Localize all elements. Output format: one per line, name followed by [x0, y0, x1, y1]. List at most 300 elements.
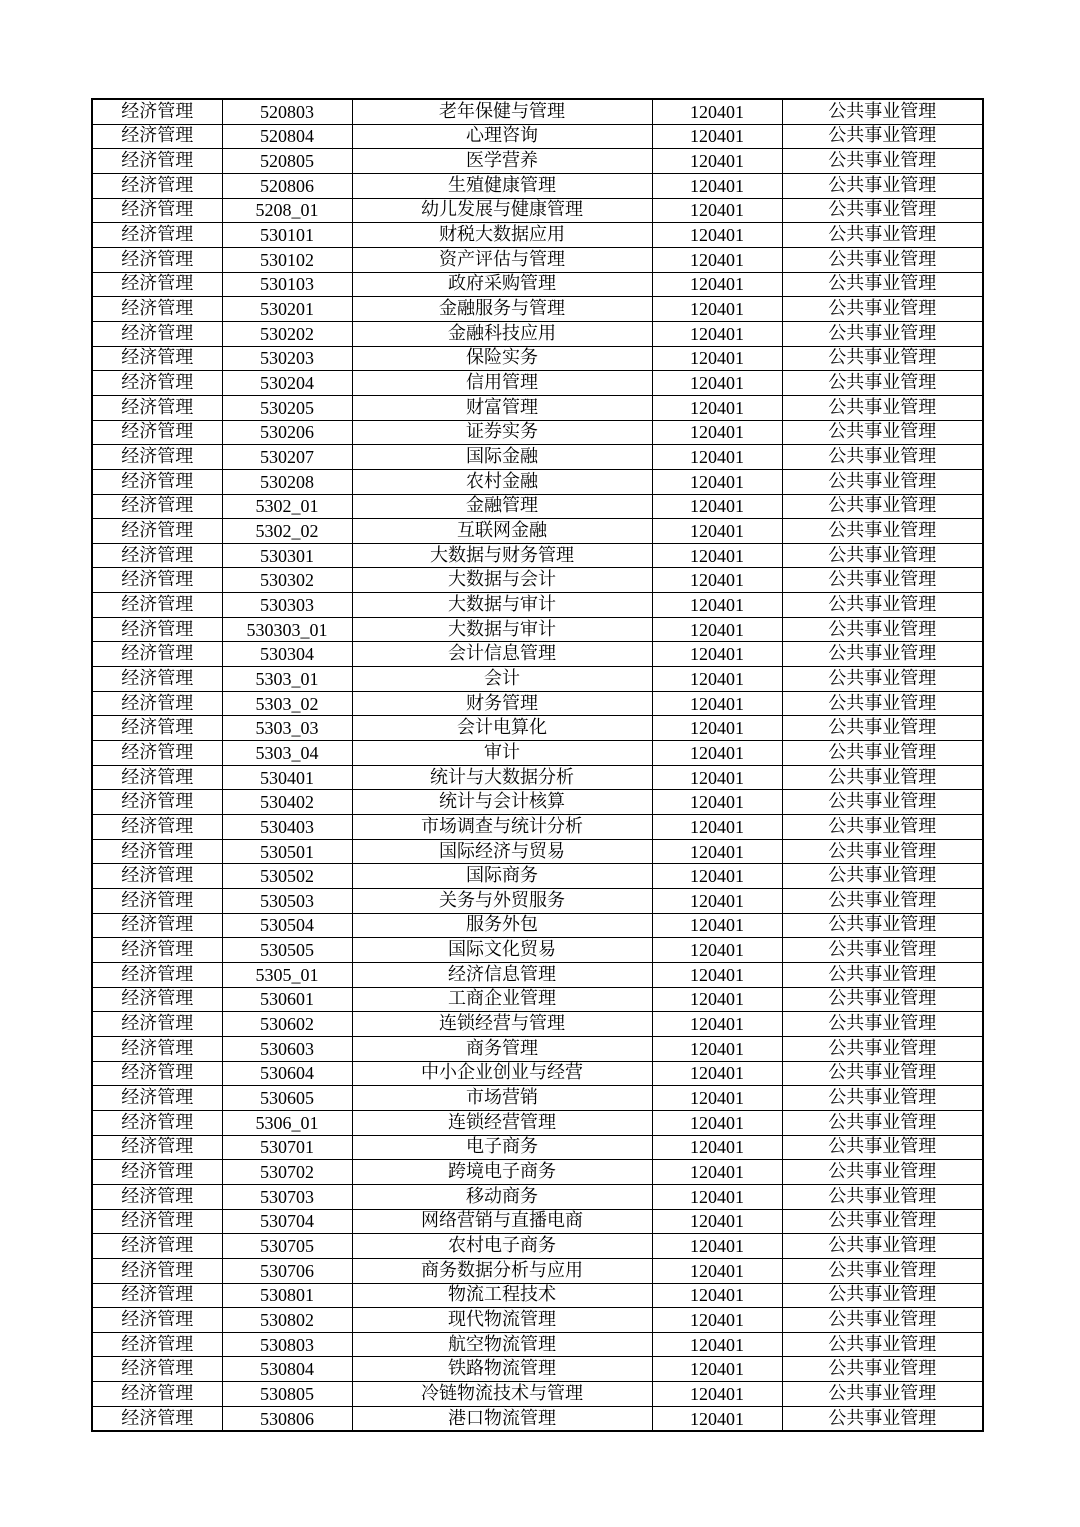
target-major-cell: 公共事业管理 — [782, 691, 983, 716]
source-code-cell: 530205 — [222, 395, 352, 420]
table-row — [92, 519, 983, 544]
source-code-cell: 530604 — [222, 1061, 352, 1086]
major-name-cell: 市场调查与统计分析 — [352, 815, 652, 840]
target-code-cell: 120401 — [652, 543, 782, 568]
target-code-cell: 120401 — [652, 1135, 782, 1160]
table-row — [92, 987, 983, 1012]
target-code-cell: 120401 — [652, 1209, 782, 1234]
major-name-cell: 商务数据分析与应用 — [352, 1258, 652, 1283]
source-code-cell: 530502 — [222, 864, 352, 889]
table-row — [92, 371, 983, 396]
target-code-cell: 120401 — [652, 1406, 782, 1431]
source-code-cell: 5303_04 — [222, 741, 352, 766]
source-code-cell: 530701 — [222, 1135, 352, 1160]
target-major-cell: 公共事业管理 — [782, 247, 983, 272]
target-code-cell: 120401 — [652, 519, 782, 544]
target-major-cell: 公共事业管理 — [782, 543, 983, 568]
target-code-cell: 120401 — [652, 642, 782, 667]
category-cell: 经济管理 — [92, 864, 222, 889]
table-row — [92, 543, 983, 568]
source-code-cell: 530303_01 — [222, 617, 352, 642]
major-name-cell: 金融管理 — [352, 494, 652, 519]
major-name-cell: 农村金融 — [352, 469, 652, 494]
target-code-cell: 120401 — [652, 198, 782, 223]
target-major-cell: 公共事业管理 — [782, 962, 983, 987]
table-row — [92, 1283, 983, 1308]
category-cell: 经济管理 — [92, 420, 222, 445]
major-name-cell: 铁路物流管理 — [352, 1357, 652, 1382]
table-row — [92, 198, 983, 223]
table-row — [92, 741, 983, 766]
target-major-cell: 公共事业管理 — [782, 1036, 983, 1061]
target-major-cell: 公共事业管理 — [782, 297, 983, 322]
major-name-cell: 移动商务 — [352, 1184, 652, 1209]
major-name-cell: 电子商务 — [352, 1135, 652, 1160]
target-code-cell: 120401 — [652, 395, 782, 420]
source-code-cell: 530503 — [222, 889, 352, 914]
target-code-cell: 120401 — [652, 420, 782, 445]
major-name-cell: 老年保健与管理 — [352, 99, 652, 124]
major-name-cell: 金融科技应用 — [352, 321, 652, 346]
table-row — [92, 667, 983, 692]
source-code-cell: 530801 — [222, 1283, 352, 1308]
category-cell: 经济管理 — [92, 494, 222, 519]
table-row — [92, 593, 983, 618]
target-major-cell: 公共事业管理 — [782, 889, 983, 914]
target-code-cell: 120401 — [652, 962, 782, 987]
table-row — [92, 1061, 983, 1086]
category-cell: 经济管理 — [92, 716, 222, 741]
target-code-cell: 120401 — [652, 790, 782, 815]
target-code-cell: 120401 — [652, 223, 782, 248]
target-code-cell: 120401 — [652, 1036, 782, 1061]
target-major-cell: 公共事业管理 — [782, 469, 983, 494]
target-code-cell: 120401 — [652, 445, 782, 470]
major-name-cell: 跨境电子商务 — [352, 1160, 652, 1185]
major-name-cell: 资产评估与管理 — [352, 247, 652, 272]
table-row — [92, 297, 983, 322]
target-code-cell: 120401 — [652, 987, 782, 1012]
source-code-cell: 520804 — [222, 124, 352, 149]
category-cell: 经济管理 — [92, 938, 222, 963]
table-row — [92, 1382, 983, 1407]
table-row — [92, 395, 983, 420]
table-row — [92, 149, 983, 174]
target-code-cell: 120401 — [652, 1283, 782, 1308]
major-name-cell: 证券实务 — [352, 420, 652, 445]
target-major-cell: 公共事业管理 — [782, 815, 983, 840]
source-code-cell: 530207 — [222, 445, 352, 470]
target-major-cell: 公共事业管理 — [782, 420, 983, 445]
target-major-cell: 公共事业管理 — [782, 741, 983, 766]
document-page — [91, 98, 982, 1432]
source-code-cell: 530602 — [222, 1012, 352, 1037]
source-code-cell: 530501 — [222, 839, 352, 864]
source-code-cell: 530302 — [222, 568, 352, 593]
target-major-cell: 公共事业管理 — [782, 346, 983, 371]
target-major-cell: 公共事业管理 — [782, 938, 983, 963]
category-cell: 经济管理 — [92, 247, 222, 272]
source-code-cell: 5303_01 — [222, 667, 352, 692]
target-major-cell: 公共事业管理 — [782, 519, 983, 544]
target-major-cell: 公共事业管理 — [782, 1160, 983, 1185]
table-row — [92, 1160, 983, 1185]
table-row — [92, 445, 983, 470]
table-row — [92, 1012, 983, 1037]
table-row — [92, 765, 983, 790]
table-row — [92, 1234, 983, 1259]
target-code-cell: 120401 — [652, 297, 782, 322]
table-row — [92, 642, 983, 667]
source-code-cell: 520805 — [222, 149, 352, 174]
category-cell: 经济管理 — [92, 1012, 222, 1037]
category-cell: 经济管理 — [92, 1135, 222, 1160]
category-cell: 经济管理 — [92, 1382, 222, 1407]
table-row — [92, 1036, 983, 1061]
major-name-cell: 大数据与审计 — [352, 617, 652, 642]
target-code-cell: 120401 — [652, 346, 782, 371]
source-code-cell: 530805 — [222, 1382, 352, 1407]
target-code-cell: 120401 — [652, 1258, 782, 1283]
category-cell: 经济管理 — [92, 962, 222, 987]
major-name-cell: 连锁经营管理 — [352, 1110, 652, 1135]
table-row — [92, 889, 983, 914]
source-code-cell: 530803 — [222, 1332, 352, 1357]
table-row — [92, 1308, 983, 1333]
table-row — [92, 938, 983, 963]
major-name-cell: 网络营销与直播电商 — [352, 1209, 652, 1234]
major-name-cell: 政府采购管理 — [352, 272, 652, 297]
target-major-cell: 公共事业管理 — [782, 667, 983, 692]
target-major-cell: 公共事业管理 — [782, 617, 983, 642]
target-major-cell: 公共事业管理 — [782, 173, 983, 198]
category-cell: 经济管理 — [92, 272, 222, 297]
target-major-cell: 公共事业管理 — [782, 568, 983, 593]
category-cell: 经济管理 — [92, 691, 222, 716]
major-name-cell: 冷链物流技术与管理 — [352, 1382, 652, 1407]
category-cell: 经济管理 — [92, 1086, 222, 1111]
category-cell: 经济管理 — [92, 815, 222, 840]
source-code-cell: 530605 — [222, 1086, 352, 1111]
category-cell: 经济管理 — [92, 297, 222, 322]
table-row — [92, 173, 983, 198]
source-code-cell: 530704 — [222, 1209, 352, 1234]
target-major-cell: 公共事业管理 — [782, 1135, 983, 1160]
target-major-cell: 公共事业管理 — [782, 124, 983, 149]
source-code-cell: 530202 — [222, 321, 352, 346]
source-code-cell: 530303 — [222, 593, 352, 618]
major-name-cell: 医学营养 — [352, 149, 652, 174]
source-code-cell: 5303_02 — [222, 691, 352, 716]
target-major-cell: 公共事业管理 — [782, 1308, 983, 1333]
source-code-cell: 530401 — [222, 765, 352, 790]
category-cell: 经济管理 — [92, 1061, 222, 1086]
target-code-cell: 120401 — [652, 1061, 782, 1086]
target-code-cell: 120401 — [652, 691, 782, 716]
target-major-cell: 公共事业管理 — [782, 1061, 983, 1086]
target-code-cell: 120401 — [652, 667, 782, 692]
target-code-cell: 120401 — [652, 469, 782, 494]
table-row — [92, 247, 983, 272]
target-major-cell: 公共事业管理 — [782, 765, 983, 790]
category-cell: 经济管理 — [92, 617, 222, 642]
major-name-cell: 国际文化贸易 — [352, 938, 652, 963]
target-major-cell: 公共事业管理 — [782, 223, 983, 248]
target-major-cell: 公共事业管理 — [782, 395, 983, 420]
table-row — [92, 346, 983, 371]
major-name-cell: 财税大数据应用 — [352, 223, 652, 248]
major-name-cell: 农村电子商务 — [352, 1234, 652, 1259]
category-cell: 经济管理 — [92, 1332, 222, 1357]
target-code-cell: 120401 — [652, 247, 782, 272]
major-name-cell: 保险实务 — [352, 346, 652, 371]
table-row — [92, 124, 983, 149]
target-major-cell: 公共事业管理 — [782, 593, 983, 618]
target-code-cell: 120401 — [652, 1160, 782, 1185]
target-code-cell: 120401 — [652, 1110, 782, 1135]
source-code-cell: 520806 — [222, 173, 352, 198]
target-major-cell: 公共事业管理 — [782, 445, 983, 470]
target-code-cell: 120401 — [652, 716, 782, 741]
major-name-cell: 财富管理 — [352, 395, 652, 420]
table-row — [92, 321, 983, 346]
category-cell: 经济管理 — [92, 568, 222, 593]
source-code-cell: 5305_01 — [222, 962, 352, 987]
source-code-cell: 530505 — [222, 938, 352, 963]
target-major-cell: 公共事业管理 — [782, 494, 983, 519]
category-cell: 经济管理 — [92, 543, 222, 568]
target-major-cell: 公共事业管理 — [782, 1406, 983, 1431]
major-name-cell: 金融服务与管理 — [352, 297, 652, 322]
target-major-cell: 公共事业管理 — [782, 99, 983, 124]
category-cell: 经济管理 — [92, 1036, 222, 1061]
target-code-cell: 120401 — [652, 321, 782, 346]
source-code-cell: 530806 — [222, 1406, 352, 1431]
target-code-cell: 120401 — [652, 99, 782, 124]
category-cell: 经济管理 — [92, 1234, 222, 1259]
target-code-cell: 120401 — [652, 839, 782, 864]
target-major-cell: 公共事业管理 — [782, 1110, 983, 1135]
target-code-cell: 120401 — [652, 815, 782, 840]
category-cell: 经济管理 — [92, 346, 222, 371]
category-cell: 经济管理 — [92, 1160, 222, 1185]
target-major-cell: 公共事业管理 — [782, 198, 983, 223]
target-major-cell: 公共事业管理 — [782, 1012, 983, 1037]
source-code-cell: 530204 — [222, 371, 352, 396]
target-code-cell: 120401 — [652, 272, 782, 297]
target-major-cell: 公共事业管理 — [782, 1258, 983, 1283]
target-code-cell: 120401 — [652, 1012, 782, 1037]
category-cell: 经济管理 — [92, 149, 222, 174]
source-code-cell: 530703 — [222, 1184, 352, 1209]
target-major-cell: 公共事业管理 — [782, 716, 983, 741]
major-name-cell: 现代物流管理 — [352, 1308, 652, 1333]
target-major-cell: 公共事业管理 — [782, 987, 983, 1012]
target-code-cell: 120401 — [652, 149, 782, 174]
source-code-cell: 530601 — [222, 987, 352, 1012]
source-code-cell: 530208 — [222, 469, 352, 494]
target-code-cell: 120401 — [652, 494, 782, 519]
major-name-cell: 统计与大数据分析 — [352, 765, 652, 790]
major-name-cell: 统计与会计核算 — [352, 790, 652, 815]
table-row — [92, 1406, 983, 1431]
table-row — [92, 617, 983, 642]
major-name-cell: 服务外包 — [352, 913, 652, 938]
category-cell: 经济管理 — [92, 469, 222, 494]
target-major-cell: 公共事业管理 — [782, 321, 983, 346]
table-row — [92, 864, 983, 889]
major-name-cell: 信用管理 — [352, 371, 652, 396]
table-row — [92, 1086, 983, 1111]
table-row — [92, 1209, 983, 1234]
major-name-cell: 商务管理 — [352, 1036, 652, 1061]
target-code-cell: 120401 — [652, 889, 782, 914]
source-code-cell: 530201 — [222, 297, 352, 322]
table-row — [92, 272, 983, 297]
source-code-cell: 530403 — [222, 815, 352, 840]
target-major-cell: 公共事业管理 — [782, 1357, 983, 1382]
target-code-cell: 120401 — [652, 741, 782, 766]
source-code-cell: 530206 — [222, 420, 352, 445]
table-row — [92, 913, 983, 938]
source-code-cell: 530802 — [222, 1308, 352, 1333]
target-major-cell: 公共事业管理 — [782, 272, 983, 297]
major-name-cell: 国际经济与贸易 — [352, 839, 652, 864]
source-code-cell: 5208_01 — [222, 198, 352, 223]
source-code-cell: 5302_01 — [222, 494, 352, 519]
category-cell: 经济管理 — [92, 1406, 222, 1431]
source-code-cell: 530301 — [222, 543, 352, 568]
table-row — [92, 469, 983, 494]
category-cell: 经济管理 — [92, 987, 222, 1012]
source-code-cell: 530804 — [222, 1357, 352, 1382]
category-cell: 经济管理 — [92, 1209, 222, 1234]
table-row — [92, 568, 983, 593]
major-name-cell: 经济信息管理 — [352, 962, 652, 987]
target-major-cell: 公共事业管理 — [782, 1283, 983, 1308]
major-name-cell: 心理咨询 — [352, 124, 652, 149]
major-name-cell: 审计 — [352, 741, 652, 766]
major-name-cell: 工商企业管理 — [352, 987, 652, 1012]
source-code-cell: 530402 — [222, 790, 352, 815]
table-row — [92, 691, 983, 716]
category-cell: 经济管理 — [92, 1184, 222, 1209]
table-row — [92, 223, 983, 248]
major-name-cell: 港口物流管理 — [352, 1406, 652, 1431]
major-name-cell: 市场营销 — [352, 1086, 652, 1111]
category-cell: 经济管理 — [92, 445, 222, 470]
major-name-cell: 财务管理 — [352, 691, 652, 716]
category-cell: 经济管理 — [92, 1110, 222, 1135]
source-code-cell: 530203 — [222, 346, 352, 371]
major-name-cell: 会计 — [352, 667, 652, 692]
table-row — [92, 1258, 983, 1283]
category-cell: 经济管理 — [92, 519, 222, 544]
target-code-cell: 120401 — [652, 568, 782, 593]
target-code-cell: 120401 — [652, 1332, 782, 1357]
category-cell: 经济管理 — [92, 321, 222, 346]
category-cell: 经济管理 — [92, 667, 222, 692]
category-cell: 经济管理 — [92, 790, 222, 815]
table-row — [92, 839, 983, 864]
target-major-cell: 公共事业管理 — [782, 839, 983, 864]
category-cell: 经济管理 — [92, 371, 222, 396]
table-row — [92, 790, 983, 815]
category-cell: 经济管理 — [92, 124, 222, 149]
major-name-cell: 大数据与会计 — [352, 568, 652, 593]
category-cell: 经济管理 — [92, 642, 222, 667]
table-row — [92, 420, 983, 445]
category-cell: 经济管理 — [92, 173, 222, 198]
target-major-cell: 公共事业管理 — [782, 1382, 983, 1407]
category-cell: 经济管理 — [92, 741, 222, 766]
target-major-cell: 公共事业管理 — [782, 1234, 983, 1259]
major-name-cell: 连锁经营与管理 — [352, 1012, 652, 1037]
target-code-cell: 120401 — [652, 864, 782, 889]
major-name-cell: 航空物流管理 — [352, 1332, 652, 1357]
table-row — [92, 716, 983, 741]
source-code-cell: 530504 — [222, 913, 352, 938]
major-name-cell: 物流工程技术 — [352, 1283, 652, 1308]
target-code-cell: 120401 — [652, 1382, 782, 1407]
majors-table-body — [92, 99, 983, 1431]
target-code-cell: 120401 — [652, 765, 782, 790]
category-cell: 经济管理 — [92, 889, 222, 914]
major-name-cell: 大数据与财务管理 — [352, 543, 652, 568]
target-code-cell: 120401 — [652, 1086, 782, 1111]
table-row — [92, 1184, 983, 1209]
target-major-cell: 公共事业管理 — [782, 790, 983, 815]
major-name-cell: 国际商务 — [352, 864, 652, 889]
category-cell: 经济管理 — [92, 1308, 222, 1333]
category-cell: 经济管理 — [92, 198, 222, 223]
source-code-cell: 530304 — [222, 642, 352, 667]
table-row — [92, 1110, 983, 1135]
source-code-cell: 530101 — [222, 223, 352, 248]
table-row — [92, 1135, 983, 1160]
target-code-cell: 120401 — [652, 617, 782, 642]
table-row — [92, 494, 983, 519]
major-name-cell: 国际金融 — [352, 445, 652, 470]
source-code-cell: 530103 — [222, 272, 352, 297]
target-major-cell: 公共事业管理 — [782, 864, 983, 889]
target-major-cell: 公共事业管理 — [782, 642, 983, 667]
target-major-cell: 公共事业管理 — [782, 913, 983, 938]
table-row — [92, 815, 983, 840]
major-name-cell: 会计电算化 — [352, 716, 652, 741]
target-major-cell: 公共事业管理 — [782, 1332, 983, 1357]
source-code-cell: 530702 — [222, 1160, 352, 1185]
category-cell: 经济管理 — [92, 913, 222, 938]
source-code-cell: 5303_03 — [222, 716, 352, 741]
table-row — [92, 99, 983, 124]
major-name-cell: 生殖健康管理 — [352, 173, 652, 198]
target-code-cell: 120401 — [652, 1308, 782, 1333]
major-name-cell: 会计信息管理 — [352, 642, 652, 667]
target-code-cell: 120401 — [652, 173, 782, 198]
source-code-cell: 5302_02 — [222, 519, 352, 544]
target-major-cell: 公共事业管理 — [782, 149, 983, 174]
majors-table — [91, 98, 984, 1432]
source-code-cell: 530102 — [222, 247, 352, 272]
category-cell: 经济管理 — [92, 223, 222, 248]
target-major-cell: 公共事业管理 — [782, 1086, 983, 1111]
category-cell: 经济管理 — [92, 99, 222, 124]
table-row — [92, 962, 983, 987]
target-code-cell: 120401 — [652, 1184, 782, 1209]
category-cell: 经济管理 — [92, 1357, 222, 1382]
category-cell: 经济管理 — [92, 765, 222, 790]
